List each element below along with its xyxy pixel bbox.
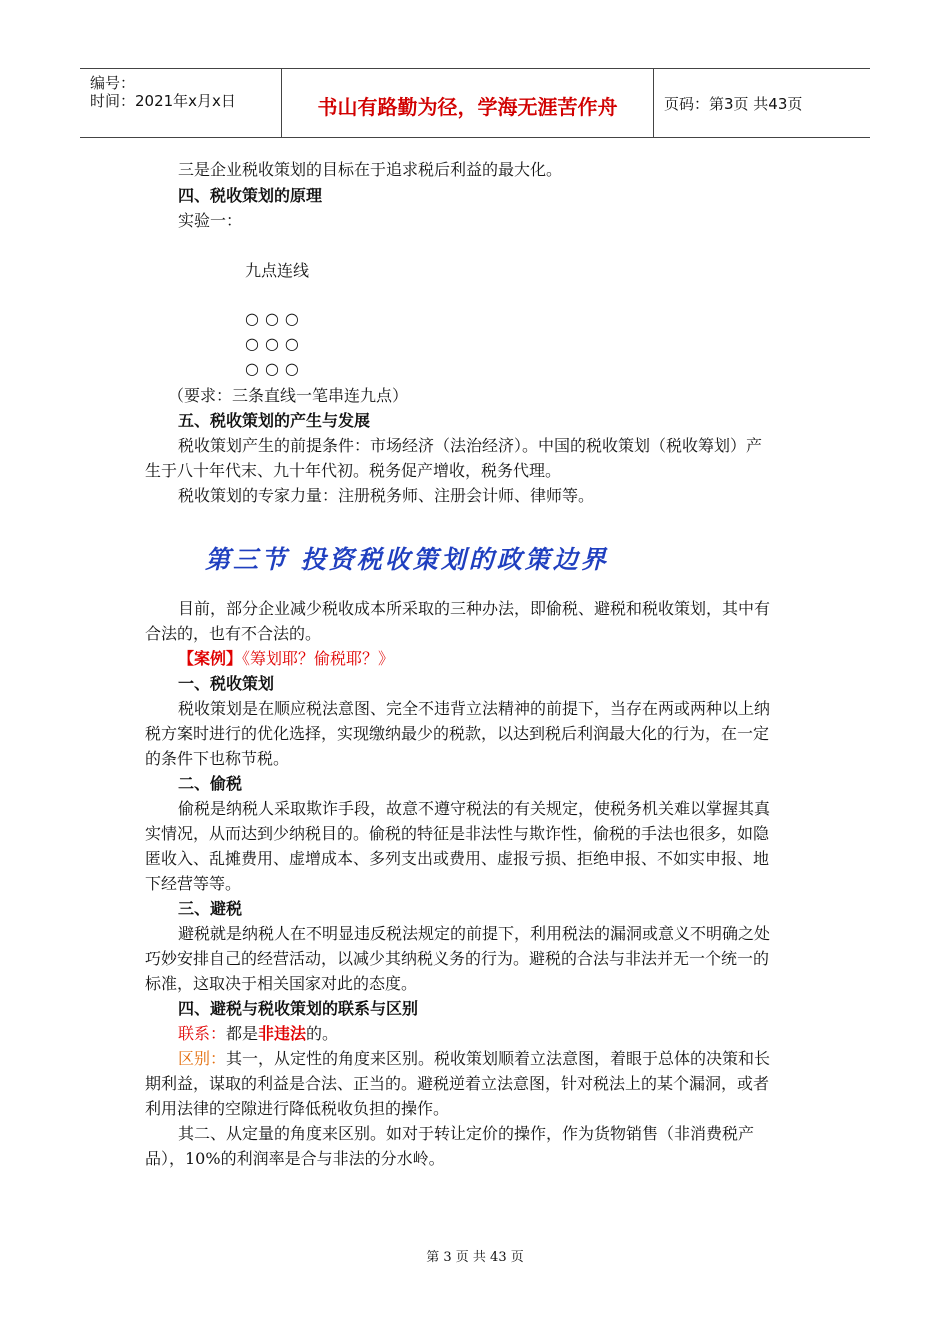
diff-label: 区别： (178, 1049, 227, 1068)
case-title: 《筹划耶？偷税耶？》 (242, 649, 395, 668)
paragraph-line: 利用法律的空隙进行降低税收负担的操作。 (145, 1099, 450, 1118)
nine-dots-title: 九点连线 (245, 261, 310, 280)
paragraph-line: 税方案时进行的优化选择，实现缴纳最少的税款，以达到税后利润最大化的行为，在一定 (145, 724, 770, 743)
paragraph-line: 税收策划是在顺应税法意图、完全不违背立法精神的前提下，当存在两或两种以上纳 (178, 699, 771, 718)
paragraph-line: 避税就是纳税人在不明显违反税法规定的前提下，利用税法的漏洞或意义不明确之处 (178, 924, 771, 943)
heading-planning: 一、税收策划 (178, 674, 275, 693)
case-line (178, 647, 838, 671)
header-motto: 书山有路勤为径，学海无涯苦作舟 (317, 95, 618, 119)
page-footer: 第 3 页 共 43 页 (426, 1250, 524, 1265)
paragraph-line: 下经营等等。 (145, 874, 242, 893)
paragraph-line: 其二、从定量的角度来区别。如对于转让定价的操作，作为货物销售（非消费税产 (178, 1124, 755, 1143)
section-title: 第三节 投资税收策划的政策边界 (205, 545, 609, 574)
paragraph-line: 匿收入、乱摊费用、虚增成本、多列支出或费用、虚报亏损、拒绝申报、不如实申报、地 (145, 849, 770, 868)
dots-row: ○○○ (245, 309, 305, 328)
time-label: 时间：2021年x月x日 (90, 92, 236, 110)
heading-evasion: 二、偷税 (178, 774, 243, 793)
paragraph-line: 巧妙安排自己的经营活动，以减少其纳税义务的行为。避税的合法与非法并无一个统一的 (145, 949, 770, 968)
paragraph-line: 三是企业税收策划的目标在于追求税后利益的最大化。 (178, 160, 563, 179)
paragraph-line: 合法的，也有不合法的。 (145, 624, 322, 643)
page-header (80, 68, 870, 138)
paragraph-line: 税收策划产生的前提条件：市场经济（法治经济）。中国的税收策划（税收筹划）产 (178, 436, 763, 455)
paragraph-line: 品），10%的利润率是合与非法的分水岭。 (145, 1149, 445, 1168)
heading-avoidance: 三、避税 (178, 899, 243, 918)
paragraph-line: 期利益，谋取的利益是合法、正当的。避税逆着立法意图，针对税法上的某个漏洞，或者 (145, 1074, 770, 1093)
experiment-label: 实验一： (178, 211, 243, 230)
heading-principle: 四、税收策划的原理 (178, 186, 323, 205)
paragraph-line: 实情况，从而达到少纳税目的。偷税的特征是非法性与欺诈性，偷税的手法也很多，如隐 (145, 824, 770, 843)
heading-comparison: 四、避税与税收策划的联系与区别 (178, 999, 419, 1018)
header-page-info: 页码：第3页 共43页 (664, 95, 803, 113)
paragraph-line: 偷税是纳税人采取欺诈手段，故意不遵守税法的有关规定，使税务机关难以掌握其真 (178, 799, 771, 818)
paragraph-line: 税收策划的专家力量：注册税务师、注册会计师、律师等。 (178, 486, 595, 505)
dots-row: ○○○ (245, 334, 305, 353)
case-tag: 【案例】 (178, 649, 243, 668)
paragraph-line: 标准，这取决于相关国家对此的态度。 (145, 974, 418, 993)
paragraph-line: 生于八十年代末、九十年代初。税务促产增收，税务代理。 (145, 461, 562, 480)
dots-row: ○○○ (245, 359, 305, 378)
header-meta (80, 69, 280, 137)
heading-origin: 五、税收策划的产生与发展 (178, 411, 371, 430)
link-emphasis: 非违法 (258, 1024, 307, 1043)
paragraph-line: 目前，部分企业减少税收成本所采取的三种办法，即偷税、避税和税收策划，其中有 (178, 599, 771, 618)
diff-line (178, 1047, 838, 1071)
link-end: 的。 (306, 1024, 339, 1043)
diff-text: 其一，从定性的角度来区别。税收策划顺着立法意图，着眼于总体的决策和长 (226, 1049, 771, 1068)
link-line (178, 1022, 838, 1046)
link-label: 联系： (178, 1024, 227, 1043)
link-text: 都是 (226, 1024, 259, 1043)
header-divider (653, 69, 654, 137)
number-label: 编号： (90, 74, 136, 92)
paragraph-line: 的条件下也称节税。 (145, 749, 290, 768)
requirement-note: （要求：三条直线一笔串连九点） (168, 386, 409, 405)
